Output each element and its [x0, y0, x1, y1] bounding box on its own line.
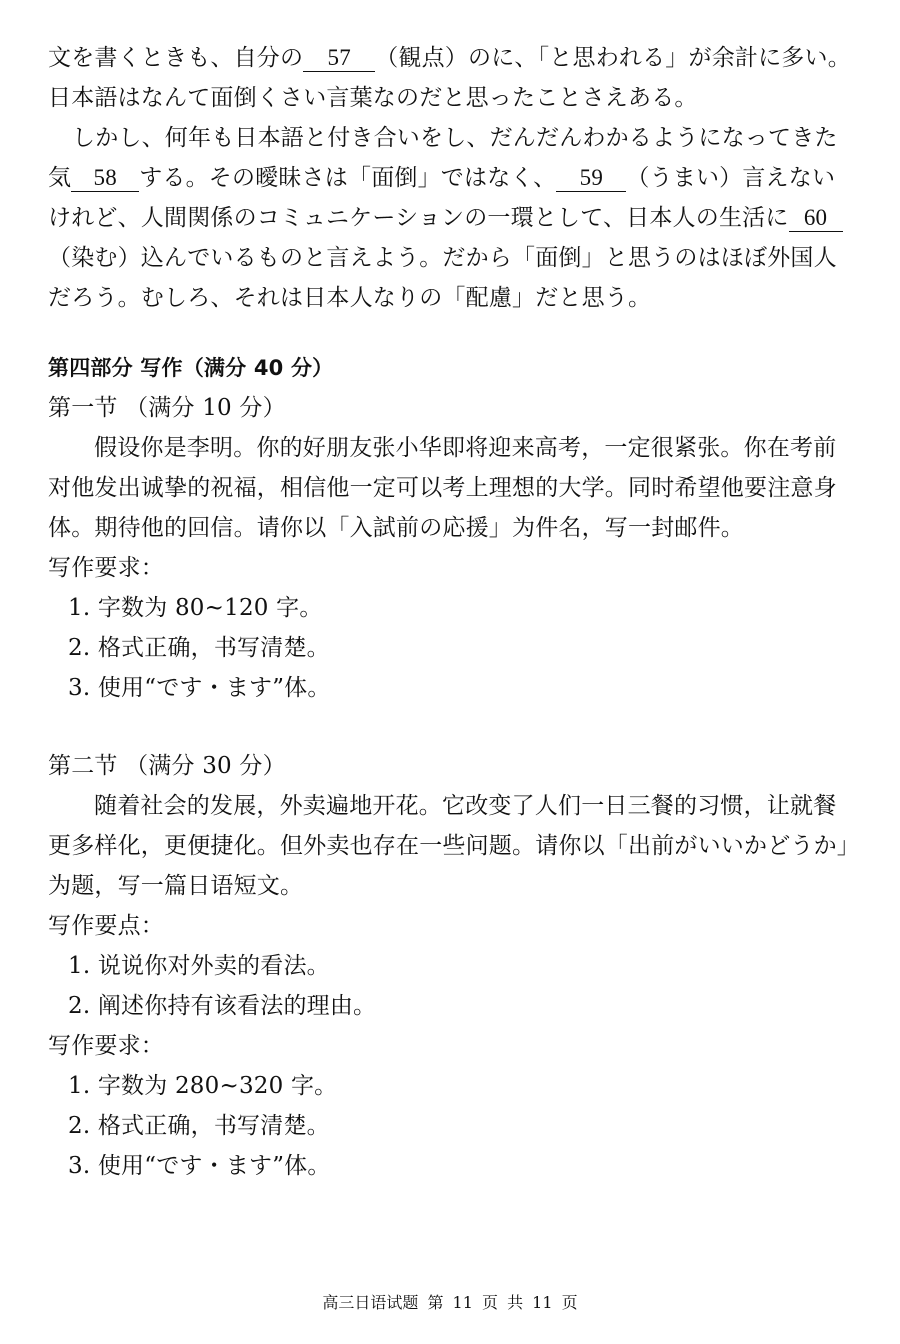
requirement-item: 1. 字数为 280~320 字。 — [68, 1073, 338, 1099]
prompt-line: 随着社会的发展，外卖遍地开花。它改变了人们一日三餐的习惯，让就餐 — [94, 793, 837, 819]
text-segment: 文を書くときも、自分の — [48, 45, 304, 71]
reading-line — [48, 158, 856, 198]
section-heading: 第四部分 写作（满分 40 分） — [48, 356, 334, 380]
requirement-item: 3. 使用“です・ます”体。 — [68, 1153, 331, 1179]
spacer — [48, 318, 856, 348]
requirement-item: 2. 格式正确，书写清楚。 — [68, 635, 330, 661]
text-segment: （うまい）言えない — [626, 165, 836, 191]
reading-line: （染む）込んでいるものと言えよう。だから「面倒」と思うのはほぼ外国人 — [48, 245, 837, 271]
reading-line — [48, 198, 856, 238]
spacer — [48, 708, 856, 746]
blank-57: 57 — [303, 45, 375, 72]
points-label: 写作要点： — [48, 913, 164, 939]
page-footer: 高三日语试题 第 11 页 共 11 页 — [322, 1293, 578, 1312]
subsection-title-2: 第二节 （满分 30 分） — [48, 753, 286, 779]
text-segment: 気 — [48, 165, 72, 191]
point-item: 2. 阐述你持有该看法的理由。 — [68, 993, 377, 1019]
reading-line — [48, 38, 856, 78]
reading-line: 日本語はなんて面倒くさい言葉なのだと思ったことさえある。 — [48, 85, 698, 111]
reading-line: しかし、何年も日本語と付き合いをし、だんだんわかるようになってきた — [72, 125, 838, 151]
prompt-line: 更多样化，更便捷化。但外卖也存在一些问题。请你以「出前がいいかどうか」 — [48, 833, 860, 859]
prompt-line: 假设你是李明。你的好朋友张小华即将迎来高考，一定很紧张。你在考前 — [94, 435, 837, 461]
text-segment: （観点）のに、「と思われる」が余計に多い。 — [375, 45, 851, 71]
blank-60: 60 — [789, 205, 843, 232]
prompt-line: 对他发出诚挚的祝福，相信他一定可以考上理想的大学。同时希望他要注意身 — [48, 475, 837, 501]
blank-59: 59 — [556, 165, 626, 192]
subsection-title-1: 第一节 （满分 10 分） — [48, 395, 286, 421]
point-item: 1. 说说你对外卖的看法。 — [68, 953, 330, 979]
reading-line: だろう。むしろ、それは日本人なりの「配慮」だと思う。 — [48, 285, 652, 311]
text-segment: けれど、人間関係のコミュニケーションの一環として、日本人の生活に — [48, 205, 789, 231]
blank-58: 58 — [71, 165, 139, 192]
requirement-item: 2. 格式正确，书写清楚。 — [68, 1113, 330, 1139]
prompt-line: 体。期待他的回信。请你以「入試前の応援」为件名，写一封邮件。 — [48, 515, 744, 541]
requirements-label: 写作要求： — [48, 1033, 164, 1059]
requirement-item: 1. 字数为 80~120 字。 — [68, 595, 323, 621]
requirement-item: 3. 使用“です・ます”体。 — [68, 675, 331, 701]
exam-page — [48, 38, 860, 1186]
requirements-label: 写作要求： — [48, 555, 164, 581]
prompt-line: 为题，写一篇日语短文。 — [48, 873, 304, 899]
text-segment: する。その曖昧さは「面倒」ではなく、 — [139, 165, 557, 191]
